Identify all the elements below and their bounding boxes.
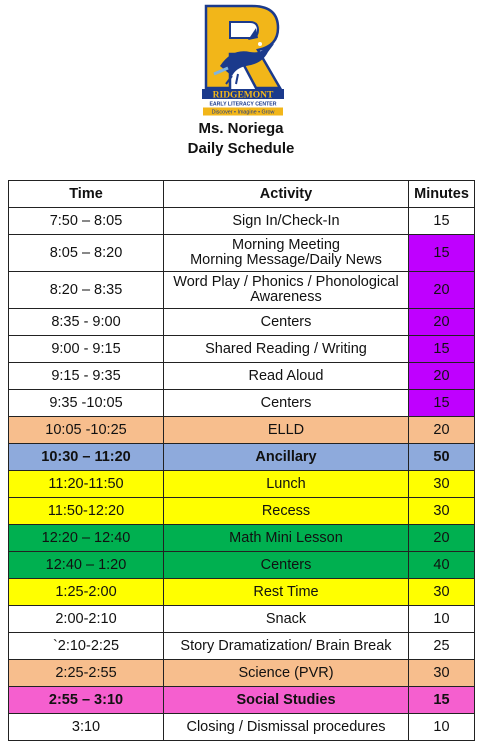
time-cell: 12:20 – 12:40 bbox=[9, 525, 164, 552]
time-cell: 1:25-2:00 bbox=[9, 579, 164, 606]
minutes-cell: 10 bbox=[409, 606, 475, 633]
page-title: Daily Schedule bbox=[187, 140, 295, 157]
logo-subtitle: EARLY LITERACY CENTER bbox=[209, 101, 277, 108]
activity-cell: Snack bbox=[164, 606, 409, 633]
minutes-cell: 15 bbox=[409, 336, 475, 363]
activity-cell: Read Aloud bbox=[164, 363, 409, 390]
logo-name: RIDGEMONT bbox=[212, 90, 274, 101]
table-row bbox=[9, 525, 475, 552]
activity-cell: Word Play / Phonics / Phonological Awareness bbox=[164, 272, 409, 309]
minutes-cell: 10 bbox=[409, 714, 475, 741]
table-row bbox=[9, 363, 475, 390]
activity-cell: Morning Meeting Morning Message/Daily News bbox=[164, 235, 409, 272]
minutes-cell: 20 bbox=[409, 417, 475, 444]
minutes-cell: 20 bbox=[409, 525, 475, 552]
time-cell: 8:35 - 9:00 bbox=[9, 309, 164, 336]
minutes-cell: 15 bbox=[409, 390, 475, 417]
table-row bbox=[9, 579, 475, 606]
activity-cell: Ancillary bbox=[164, 444, 409, 471]
time-cell: 12:40 – 1:20 bbox=[9, 552, 164, 579]
table-row bbox=[9, 336, 475, 363]
time-cell: 2:55 – 3:10 bbox=[9, 687, 164, 714]
table-header-row bbox=[9, 181, 475, 208]
activity-cell: Centers bbox=[164, 390, 409, 417]
table-row bbox=[9, 633, 475, 660]
activity-cell: Recess bbox=[164, 498, 409, 525]
time-cell: 2:25-2:55 bbox=[9, 660, 164, 687]
activity-cell: Lunch bbox=[164, 471, 409, 498]
activity-cell: ELLD bbox=[164, 417, 409, 444]
time-cell: 10:30 – 11:20 bbox=[9, 444, 164, 471]
time-cell: 9:35 -10:05 bbox=[9, 390, 164, 417]
minutes-cell: 20 bbox=[409, 272, 475, 309]
time-cell: 9:00 - 9:15 bbox=[9, 336, 164, 363]
minutes-cell: 50 bbox=[409, 444, 475, 471]
minutes-cell: 30 bbox=[409, 498, 475, 525]
time-cell: 2:00-2:10 bbox=[9, 606, 164, 633]
column-header-time: Time bbox=[9, 181, 164, 208]
table-row bbox=[9, 444, 475, 471]
table-row bbox=[9, 309, 475, 336]
activity-cell: Math Mini Lesson bbox=[164, 525, 409, 552]
time-cell: 9:15 - 9:35 bbox=[9, 363, 164, 390]
table-row bbox=[9, 208, 475, 235]
column-header-minutes: Minutes bbox=[409, 181, 475, 208]
column-header-activity: Activity bbox=[164, 181, 409, 208]
table-row bbox=[9, 552, 475, 579]
minutes-cell: 15 bbox=[409, 687, 475, 714]
time-cell: `2:10-2:25 bbox=[9, 633, 164, 660]
minutes-cell: 15 bbox=[409, 208, 475, 235]
activity-cell: Sign In/Check-In bbox=[164, 208, 409, 235]
table-row bbox=[9, 417, 475, 444]
activity-cell: Science (PVR) bbox=[164, 660, 409, 687]
activity-cell: Closing / Dismissal procedures bbox=[164, 714, 409, 741]
ridgemont-logo bbox=[202, 4, 284, 118]
time-cell: 7:50 – 8:05 bbox=[9, 208, 164, 235]
activity-cell: Rest Time bbox=[164, 579, 409, 606]
time-cell: 11:20-11:50 bbox=[9, 471, 164, 498]
minutes-cell: 20 bbox=[409, 309, 475, 336]
table-row bbox=[9, 390, 475, 417]
table-row bbox=[9, 235, 475, 272]
minutes-cell: 30 bbox=[409, 579, 475, 606]
time-cell: 11:50-12:20 bbox=[9, 498, 164, 525]
table-row bbox=[9, 714, 475, 741]
table-row bbox=[9, 272, 475, 309]
activity-cell: Shared Reading / Writing bbox=[164, 336, 409, 363]
activity-cell: Story Dramatization/ Brain Break bbox=[164, 633, 409, 660]
time-cell: 8:20 – 8:35 bbox=[9, 272, 164, 309]
logo-tagline: Discover • Imagine • Grow bbox=[211, 109, 275, 116]
activity-cell: Centers bbox=[164, 309, 409, 336]
minutes-cell: 40 bbox=[409, 552, 475, 579]
teacher-name: Ms. Noriega bbox=[198, 120, 284, 137]
table-row bbox=[9, 606, 475, 633]
minutes-cell: 30 bbox=[409, 660, 475, 687]
time-cell: 3:10 bbox=[9, 714, 164, 741]
time-cell: 8:05 – 8:20 bbox=[9, 235, 164, 272]
table-row bbox=[9, 471, 475, 498]
table-row bbox=[9, 660, 475, 687]
minutes-cell: 30 bbox=[409, 471, 475, 498]
table-row bbox=[9, 498, 475, 525]
activity-cell: Social Studies bbox=[164, 687, 409, 714]
activity-cell: Centers bbox=[164, 552, 409, 579]
time-cell: 10:05 -10:25 bbox=[9, 417, 164, 444]
minutes-cell: 15 bbox=[409, 235, 475, 272]
minutes-cell: 25 bbox=[409, 633, 475, 660]
minutes-cell: 20 bbox=[409, 363, 475, 390]
table-row bbox=[9, 687, 475, 714]
schedule-table bbox=[8, 180, 475, 741]
